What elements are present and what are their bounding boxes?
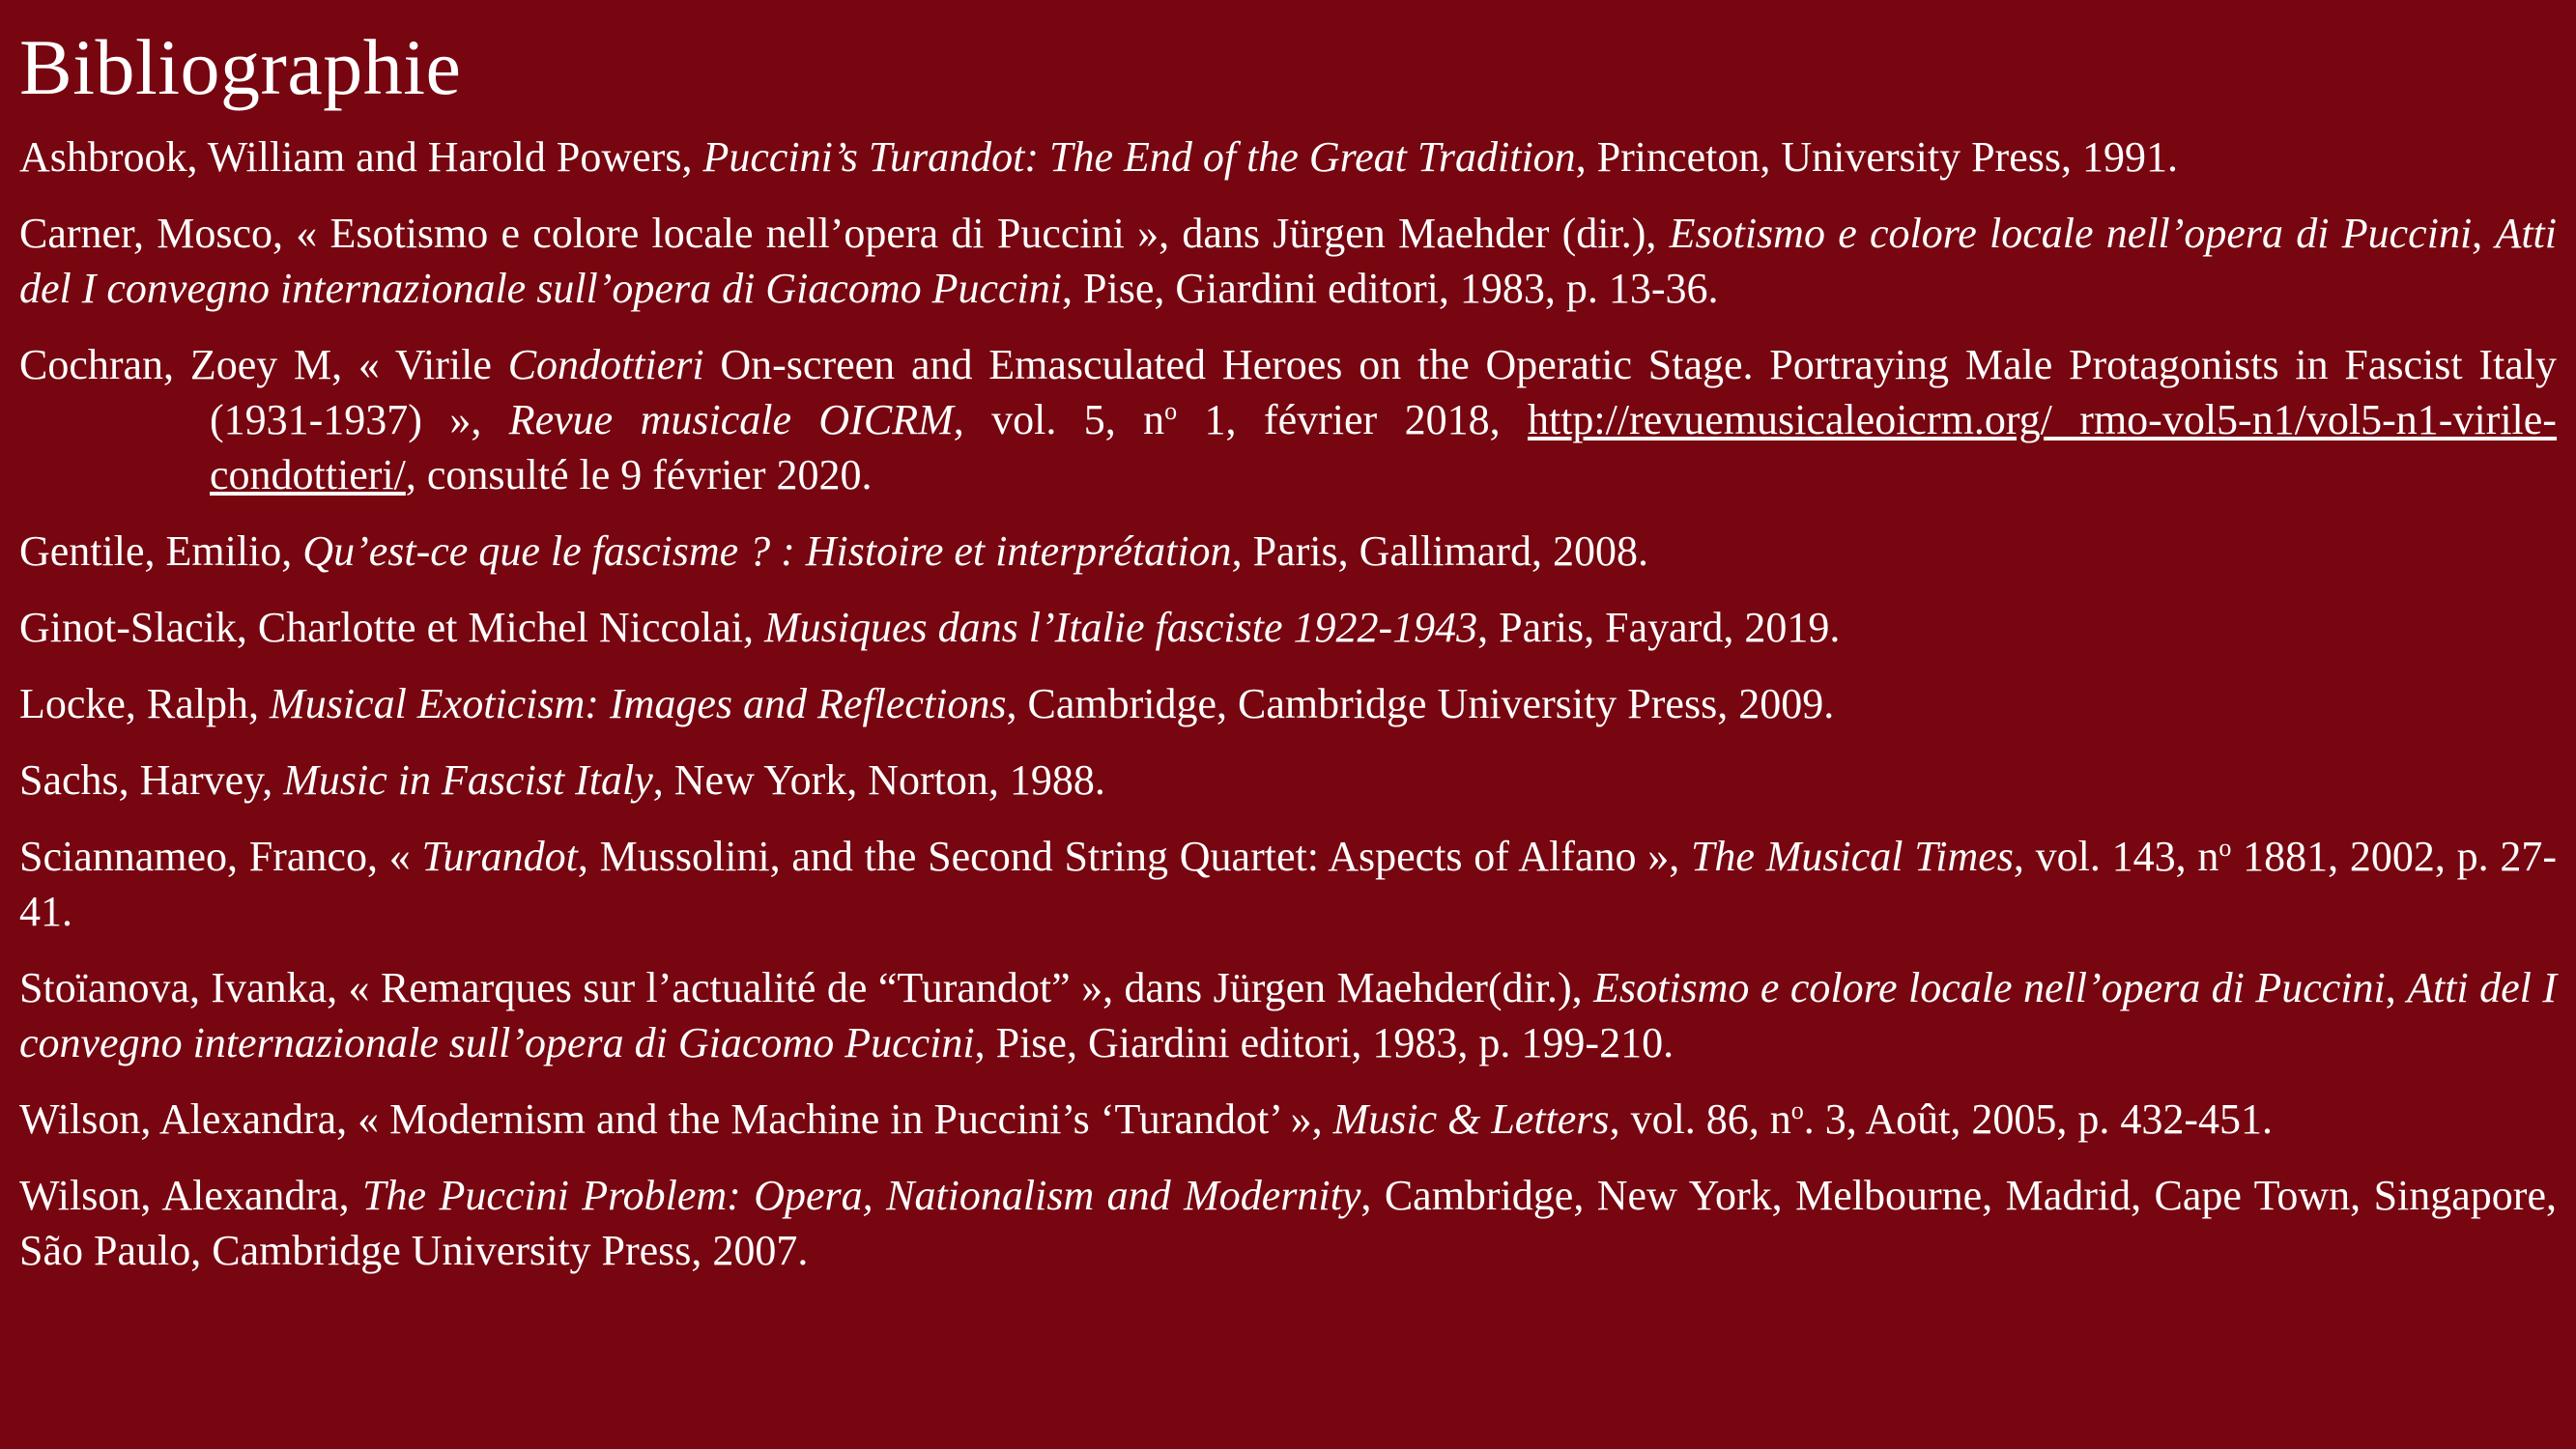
- entry-text: ,: [2385, 964, 2408, 1011]
- entry-text: , Paris, Fayard, 2019.: [1477, 604, 1841, 651]
- entry-text: Sciannameo, Franco, «: [19, 833, 422, 880]
- entry-text: Wilson, Alexandra,: [19, 1172, 363, 1219]
- entry-text: Ashbrook, William and Harold Powers,: [19, 133, 703, 181]
- entry-text: Wilson, Alexandra, « Modernism and the Machine in Puccini’s ‘Turandot’ »,: [19, 1095, 1333, 1143]
- entry-text: Stoïanova, Ivanka, « Remarques sur l’actualité de “Turandot” », dans Jürgen Maehder(dir.),: [19, 964, 1594, 1011]
- entry-text: 1881, 2002, p. 27-41.: [19, 833, 2558, 935]
- bib-entry-cochran: [19, 337, 2557, 502]
- entry-text: ,: [2472, 210, 2496, 257]
- entry-text: Locke, Ralph,: [19, 680, 271, 727]
- entry-text: , consulté le 9 février 2020.: [405, 451, 873, 498]
- entry-text: , vol. 143, n: [2013, 833, 2219, 880]
- entry-text: 1, février 2018,: [1177, 396, 1528, 443]
- bibliography-list: [19, 129, 2557, 1278]
- entry-link[interactable]: http://revuemusicaleoicrm.org/ rmo-vol5-n1/vol5-n1-virile-condottieri/: [210, 396, 2557, 498]
- superscript: o: [1164, 397, 1178, 425]
- entry-text: , Cambridge, Cambridge University Press, 2009.: [1006, 680, 1835, 727]
- entry-text: On-screen and Emasculated Heroes on the Operatic Stage. Portraying Male Protagonists in Fascist Italy (1931-1937) »,: [210, 341, 2558, 443]
- entry-text: , New York, Norton, 1988.: [652, 756, 1105, 804]
- entry-title: Music in Fascist Italy: [283, 756, 653, 804]
- entry-text: , Mussolini, and the Second String Quartet: Aspects of Alfano »,: [577, 833, 1691, 880]
- bib-entry-ashbrook: [19, 129, 2557, 185]
- entry-title: The Puccini Problem: Opera, Nationalism and Modernity: [362, 1172, 1361, 1219]
- bib-entry-carner: [19, 206, 2557, 316]
- superscript: o: [2218, 834, 2232, 862]
- entry-text: Cochran, Zoey M, « Virile: [19, 341, 508, 388]
- entry-title: Revue musicale OICRM: [508, 396, 954, 443]
- entry-text: Carner, Mosco, « Esotismo e colore locale nell’opera di Puccini », dans Jürgen Maehder (dir.),: [19, 210, 1670, 257]
- bib-entry-locke: [19, 676, 2557, 731]
- entry-title: Atti del I convegno internazionale sull’opera di Giacomo Puccini: [19, 964, 2557, 1066]
- entry-text: Ginot-Slacik, Charlotte et Michel Niccolai,: [19, 604, 765, 651]
- bib-entry-sachs: [19, 753, 2557, 808]
- entry-title: Esotismo e colore locale nell’opera di Puccini: [1593, 964, 2386, 1011]
- entry-title: Qu’est-ce que le fascisme ? : Histoire et interprétation: [302, 527, 1232, 575]
- bib-entry-sciannameo: [19, 829, 2557, 939]
- entry-text: , Paris, Gallimard, 2008.: [1231, 527, 1648, 575]
- entry-text: , Pise, Giardini editori, 1983, p. 13-36.: [1062, 265, 1719, 312]
- entry-text: , Princeton, University Press, 1991.: [1575, 133, 2178, 181]
- entry-title: Esotismo e colore locale nell’opera di Puccini: [1669, 210, 2473, 257]
- entry-title: Atti del I convegno internazionale sull’opera di Giacomo Puccini: [19, 210, 2557, 312]
- bib-entry-ginot-slacik: [19, 600, 2557, 655]
- entry-title: Music & Letters: [1332, 1095, 1610, 1143]
- page-title: Bibliographie: [19, 23, 462, 111]
- entry-title: Condottieri: [507, 341, 704, 388]
- entry-title: Turandot: [421, 833, 578, 880]
- bib-entry-stoianova: [19, 960, 2557, 1070]
- entry-text: , vol. 5, n: [953, 396, 1165, 443]
- entry-text: . 3, Août, 2005, p. 432-451.: [1803, 1095, 2274, 1143]
- entry-title: Musical Exoticism: Images and Reflections: [270, 680, 1007, 727]
- entry-title: Puccini’s Turandot: The End of the Great Tradition: [702, 133, 1576, 181]
- entry-text: Gentile, Emilio,: [19, 527, 303, 575]
- entry-title: The Musical Times: [1690, 833, 2014, 880]
- entry-text: Sachs, Harvey,: [19, 756, 284, 804]
- bib-entry-wilson-modernism: [19, 1092, 2557, 1147]
- bib-entry-wilson-puccini-problem: [19, 1168, 2557, 1278]
- bib-entry-gentile: [19, 524, 2557, 579]
- superscript: o: [1790, 1096, 1804, 1124]
- entry-text: , Cambridge, New York, Melbourne, Madrid, Cape Town, Singapore, São Paulo, Cambridge University Press, 2007.: [19, 1172, 2557, 1274]
- entry-text: , Pise, Giardini editori, 1983, p. 199-210.: [974, 1019, 1674, 1066]
- entry-title: Musiques dans l’Italie fasciste 1922-1943: [764, 604, 1478, 651]
- entry-text: , vol. 86, n: [1609, 1095, 1791, 1143]
